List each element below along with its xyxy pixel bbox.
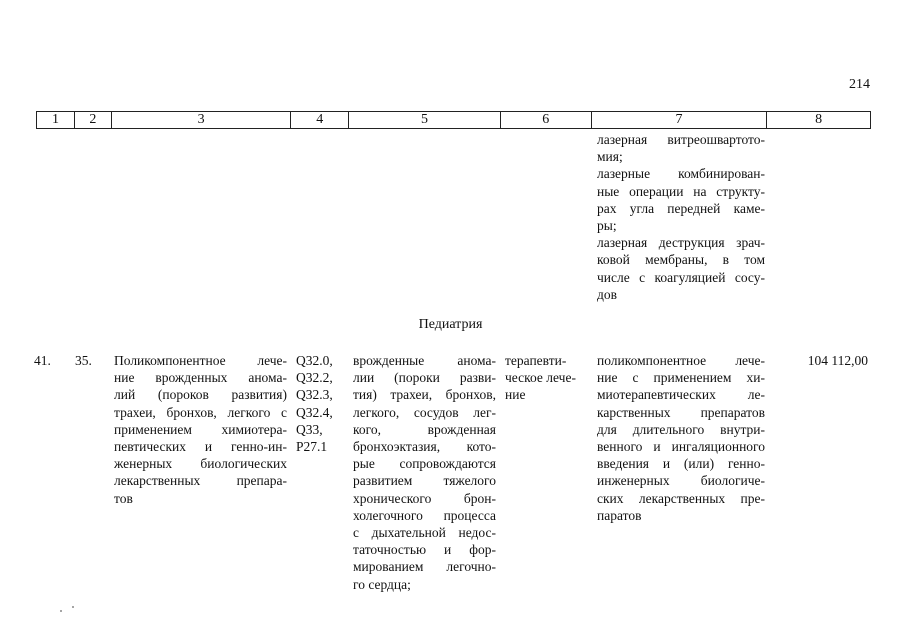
item-number: 35. [75,353,92,368]
text-line: лазерная деструкция зрач- [597,235,765,251]
text-line: ние с применением хи- [597,370,765,386]
text-line: врожденные анома- [353,353,496,368]
text-line: с дыхательной недос- [353,525,496,541]
icd-code: Q32.3, [296,387,333,403]
diagnosis-cell [353,352,496,593]
text-line: применением химиотера- [114,421,287,437]
text-line: числе с коагуляцией сосу- [597,269,765,285]
column-header-row [36,111,871,129]
treatment-name-cell [114,352,287,507]
text-line: ние врожденных анома- [114,370,287,386]
icd-code: Q33, [296,421,323,437]
column-header-8: 8 [815,112,823,127]
page-number: 214 [849,77,870,92]
icd-codes-cell [296,352,346,455]
text-line: рые сопровождаются [353,456,496,472]
text-line: инженерных биологиче- [597,473,765,489]
text-line: Поликомпонентное лече- [114,353,287,368]
text-line: паратов [597,507,642,523]
icd-code: Q32.2, [296,370,333,386]
scan-artifact [60,610,62,612]
text-line: таточностью и фор- [353,542,496,558]
column-header-2: 2 [75,112,112,128]
column-header-1: 1 [37,112,75,128]
continuation-col7 [597,131,765,303]
text-line: венного и ингаляционного [597,439,765,455]
text-line: бронхоэктазия, кото- [353,439,496,455]
icd-code: P27.1 [296,439,328,455]
text-line: лекарственных препара- [114,473,287,489]
text-line: дов [597,286,617,302]
text-line: ковой мембраны, в том [597,252,765,268]
text-line: терапевти- [505,353,567,368]
icd-code: Q32.0, [296,353,333,368]
text-line: рах угла передней каме- [597,200,765,216]
text-line: ные операции на структу- [597,183,765,199]
text-line: ческое лече- [505,370,576,386]
text-line: мированием легочно- [353,559,496,575]
text-line: ние [505,387,526,403]
text-line: ры; [597,218,617,234]
text-line: карственных препаратов [597,404,765,420]
text-line: миотерапевтических ле- [597,387,765,403]
text-line: поликомпонентное лече- [597,353,765,368]
column-header-4: 4 [291,112,349,128]
column-header-6: 6 [501,112,592,128]
column-header-5: 5 [349,112,501,128]
text-line: певтических и генно-ин- [114,439,287,455]
text-line: лий (пороков развития) [114,387,287,403]
text-line: го сердца; [353,576,411,592]
text-line: лии (пороки разви- [353,370,496,386]
text-line: развитием тяжелого [353,473,496,489]
text-line: мия; [597,149,623,165]
text-line: введения и (или) генно- [597,456,765,472]
text-line: легкого, сосудов лег- [353,404,496,420]
column-header-7: 7 [592,112,768,128]
text-line: женерных биологических [114,456,287,472]
icd-code: Q32.4, [296,404,333,420]
text-line: холегочного процесса [353,507,496,523]
text-line: лазерная витреошвартото- [597,132,765,147]
treatment-type-cell [505,352,589,404]
row-number: 41. [34,353,51,368]
text-line: кого, врожденная [353,421,496,437]
section-title: Педиатрия [418,317,483,332]
text-line: для длительного внутри- [597,421,765,437]
text-line: тия) трахеи, бронхов, [353,387,496,403]
treatment-method-cell [597,352,765,524]
price-cell: 104 112,00 [807,353,868,368]
text-line: ских лекарственных пре- [597,490,765,506]
text-line: лазерные комбинирован- [597,166,765,182]
text-line: хронического брон- [353,490,496,506]
column-header-3: 3 [112,112,292,128]
text-line: трахеи, бронхов, легкого с [114,404,287,420]
scan-artifact [72,606,74,608]
text-line: тов [114,490,133,506]
